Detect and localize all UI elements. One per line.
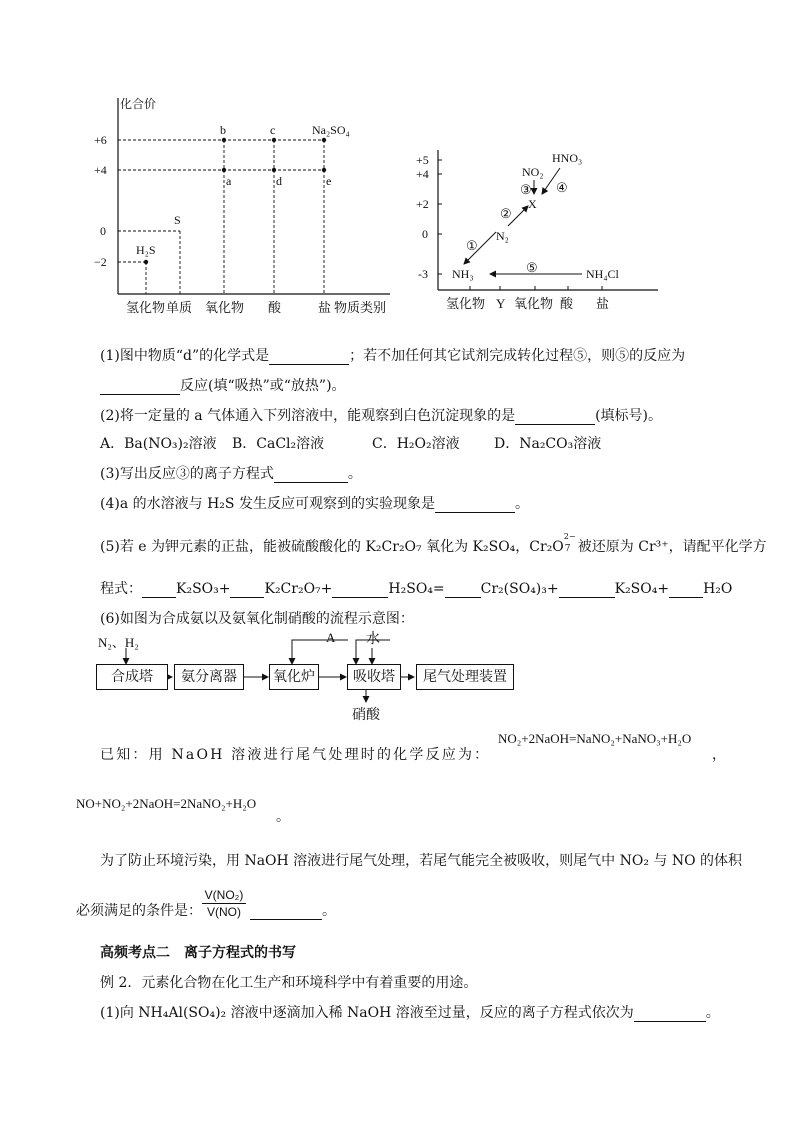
x-category: 氧化物 <box>205 300 245 315</box>
comma: ， <box>712 747 726 763</box>
question-3: (3)写出反应③的离子方程式 。 <box>100 466 362 482</box>
example-2-question-1: (1)向 NH₄Al(SO₄)₂ 溶液中逐滴加入稀 NaOH 溶液至过量，反应的离子方程式依次为 。 <box>100 1005 720 1021</box>
y-tick: 0 <box>422 227 428 241</box>
option-b[interactable]: B．CaCl₂溶液 <box>232 436 325 452</box>
flow-box-tail-gas-unit: 尾气处理装置 <box>416 664 514 690</box>
answer-blank[interactable] <box>269 350 349 365</box>
y-tick: 0 <box>100 224 106 238</box>
question-6-condition-line2: 必须满足的条件是： <box>76 903 202 919</box>
label-s: S <box>174 213 181 227</box>
y-tick: -3 <box>418 267 428 281</box>
step-2: ② <box>500 206 512 221</box>
flow-box-absorption-tower: 吸收塔 <box>347 664 401 690</box>
question-1: (1)图中物质“d”的化学式是 ；若不加任何其它试剂完成转化过程⑤，则⑤的反应为 <box>100 348 686 364</box>
point-e <box>322 168 326 172</box>
reaction-equation-2: NO+NO₂+2NaOH=2NaNO₂+H₂O <box>76 796 257 811</box>
label-no2: NO₂ <box>522 165 544 179</box>
label-b: b <box>220 123 226 137</box>
coefficient-blank[interactable] <box>332 583 388 598</box>
coefficient-blank[interactable] <box>230 583 264 598</box>
label-c: c <box>270 123 276 137</box>
x-category: 氢化物 <box>446 296 486 311</box>
y-tick: +4 <box>416 167 429 181</box>
flow-input-water: 水 <box>366 631 380 647</box>
point-na2so4 <box>322 138 326 142</box>
label-hno3: HNO₃ <box>552 151 583 165</box>
label-a: a <box>226 174 232 188</box>
flow-box-ammonia-separator: 氨分离器 <box>174 664 244 690</box>
label-na2so4: Na₂SO₄ <box>312 123 350 137</box>
step-5: ⑤ <box>526 260 538 275</box>
label-h2s: H₂S <box>136 243 156 257</box>
coefficient-blank[interactable] <box>669 583 703 598</box>
x-category: 单质 <box>166 300 193 315</box>
coefficient-blank[interactable] <box>559 583 615 598</box>
coefficient-blank[interactable] <box>142 583 176 598</box>
answer-blank[interactable] <box>435 498 515 513</box>
label-x: X <box>528 197 537 211</box>
x-axis-label: 物质类别 <box>334 300 387 315</box>
reaction-equation-1: NO₂+2NaOH=NaNO₂+NaNO₃+H₂O <box>498 731 692 746</box>
flow-output-nitric-acid: 硝酸 <box>352 707 380 723</box>
option-a[interactable]: A．Ba(NO₃)₂溶液 <box>100 436 217 452</box>
point-h2s <box>144 260 148 264</box>
step-4: ④ <box>556 180 568 195</box>
section-title: 高频考点二 离子方程式的书写 <box>100 945 296 961</box>
flow-input-a: A <box>326 630 336 645</box>
fraction-bar <box>202 903 246 904</box>
flow-box-oxidation-furnace: 氧化炉 <box>269 664 319 690</box>
y-tick: +4 <box>94 163 107 177</box>
label-nh3: NH₃ <box>452 267 474 281</box>
x-category: 氧化物 <box>514 296 554 311</box>
volume-ratio-fraction <box>202 888 246 919</box>
nitrogen-valence-chart <box>410 150 670 320</box>
answer-blank[interactable] <box>515 410 595 425</box>
condition-answer: 。 <box>250 900 336 920</box>
step-3: ③ <box>520 182 532 197</box>
flow-input-n2-h2: N₂、H₂ <box>98 635 139 650</box>
question-2: (2)将一定量的 a 气体通入下列溶液中，能观察到白色沉淀现象的是 (填标号)。 <box>100 408 663 424</box>
question-4: (4)a 的水溶液与 H₂S 发生反应可观察到的实验现象是 。 <box>100 496 529 512</box>
x-category: 盐 <box>596 296 610 311</box>
question-6: (6)如图为合成氨以及氨氧化制硝酸的流程示意图： <box>100 611 414 627</box>
fraction-denominator: V(NO) <box>207 905 241 919</box>
step-1: ① <box>466 238 478 253</box>
label-n2: N₂ <box>496 229 509 243</box>
fraction-numerator: V(NO₂) <box>204 888 244 902</box>
option-c[interactable]: C．H₂O₂溶液 <box>372 436 460 452</box>
point-c <box>272 138 276 142</box>
question-5: (5)若 e 为钾元素的正盐，能被硫酸酸化的 K₂Cr₂O₇ 氧化为 K₂SO₄，Cr₂O 2− 7 被还原为 Cr³⁺，请配平化学方 <box>100 532 767 555</box>
x-category: 盐 <box>318 300 332 315</box>
y-axis-label: 化合价 <box>120 97 157 111</box>
x-category: 酸 <box>268 300 282 315</box>
y-tick: −2 <box>94 255 107 269</box>
label-d: d <box>276 174 282 188</box>
label-e: e <box>326 174 332 188</box>
y-tick: +6 <box>94 133 107 147</box>
process-flow-diagram <box>96 630 536 726</box>
dichromate-superscript: 2− 7 <box>563 532 576 554</box>
point-a <box>222 168 226 172</box>
answer-blank[interactable] <box>274 468 348 483</box>
answer-blank[interactable] <box>100 380 180 395</box>
question-5-equation: 程式： K₂SO₃+ K₂Cr₂O₇+ H₂SO₄= Cr₂(SO₄)₃+ K₂SO₄+ H₂O <box>100 581 733 597</box>
label-nh4cl: NH₄Cl <box>586 267 619 281</box>
flow-box-synthesis-tower: 合成塔 <box>96 664 168 690</box>
example-2-intro: 例 2．元素化合物在化工生产和环境科学中有着重要的用途。 <box>100 975 478 991</box>
question-1-line2: 反应(填“吸热”或“放热”)。 <box>100 375 346 395</box>
x-category: Y <box>496 296 506 311</box>
sulfur-valence-chart <box>90 88 410 320</box>
period: 。 <box>276 809 290 825</box>
question-6-condition: 为了防止环境污染，用 NaOH 溶液进行尾气处理，若尾气能完全被吸收，则尾气中 NO₂ 与 NO 的体积 <box>100 853 743 869</box>
x-category: 氢化物 <box>126 300 166 315</box>
known-statement: 已知：用 NaOH 溶液进行尾气处理时的化学反应为： <box>100 747 491 763</box>
y-tick: +5 <box>416 153 429 167</box>
y-tick: +2 <box>416 197 429 211</box>
option-d[interactable]: D．Na₂CO₃溶液 <box>494 436 602 452</box>
answer-blank[interactable] <box>634 1007 706 1022</box>
point-b <box>222 138 226 142</box>
answer-blank[interactable] <box>250 905 322 920</box>
x-category: 酸 <box>560 296 574 311</box>
point-d <box>272 168 276 172</box>
coefficient-blank[interactable] <box>445 583 481 598</box>
